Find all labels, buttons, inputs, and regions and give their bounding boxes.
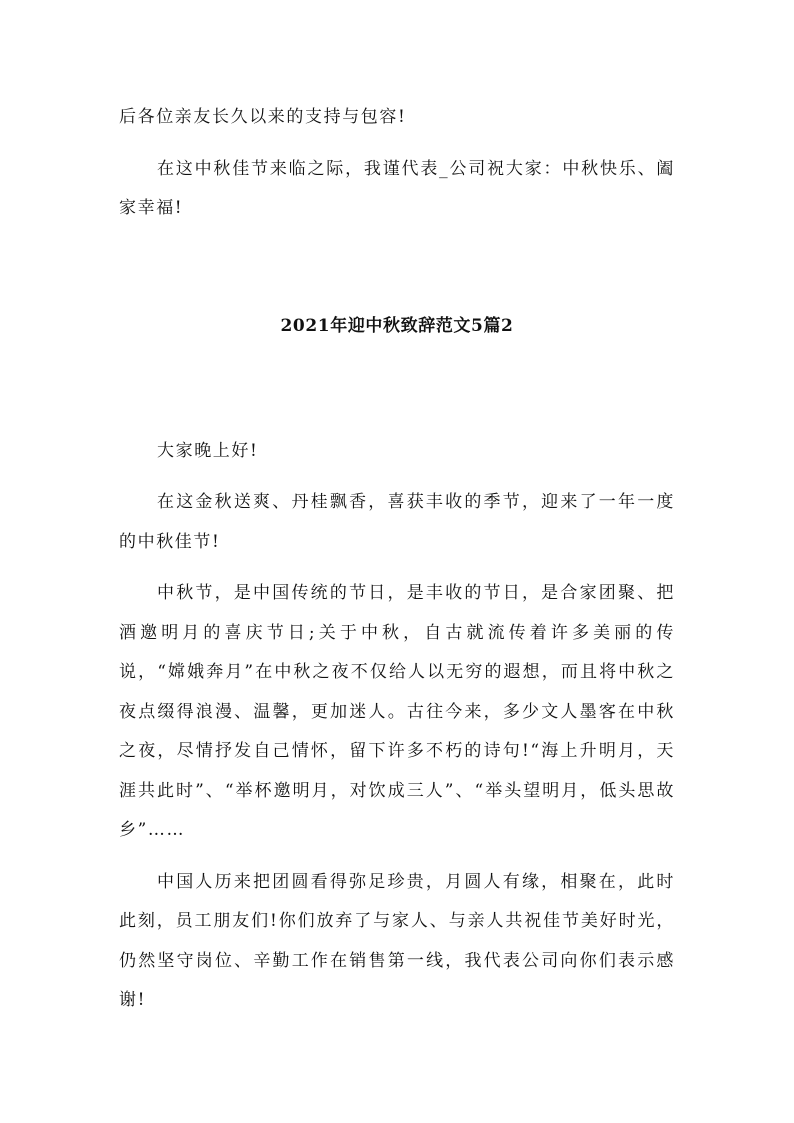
body-paragraph-1: 在这金秋送爽、丹桂飘香，喜获丰收的季节，迎来了一年一度的中秋佳节! [119, 492, 675, 552]
body-paragraph-2: 中秋节，是中国传统的节日，是丰收的节日，是合家团聚、把酒邀明月的喜庆节日;关于中秋，自古就流传着许多美丽的传说，“嫦娥奔月”在中秋之夜不仅给人以无穷的遐想，而且将中秋之夜点缀得浪漫、温馨，更加迷人。古往今来，多少文人墨客在中秋之夜，尽情抒发自己情怀，留下许多不朽的诗句!“海上升明月，天涯共此时”、“举杯邀明月，对饮成三人”、“举头望明月，低头思故乡”…… [119, 583, 675, 840]
greeting-paragraph: 大家晚上好! [157, 440, 259, 461]
document-body [119, 98, 675, 1021]
closing-paragraph: 在这中秋佳节来临之际，我谨代表_公司祝大家：中秋快乐、阖家幸福! [119, 158, 675, 218]
section-heading-block [119, 306, 675, 346]
section-title: 2021年迎中秋致辞范文5篇2 [280, 315, 514, 336]
continuation-paragraph: 后各位亲友长久以来的支持与包容! [119, 107, 407, 127]
body-paragraph-3: 中国人历来把团圆看得弥足珍贵，月圆人有缘，相聚在，此时此刻，员工朋友们!你们放弃了与家人、与亲人共祝佳节美好时光，仍然坚守岗位、辛勤工作在销售第一线，我代表公司向你们表示感谢! [119, 871, 675, 1010]
